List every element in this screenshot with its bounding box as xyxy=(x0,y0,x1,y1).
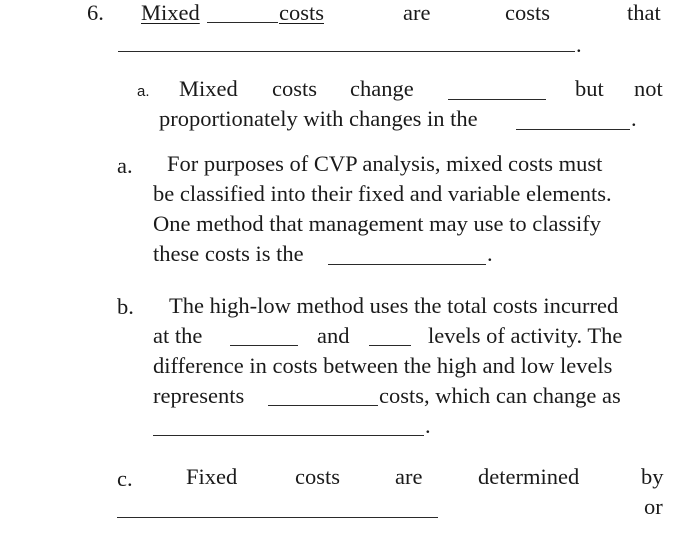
q6-word-costs-2: costs xyxy=(505,0,550,25)
item-c-word-are: are xyxy=(395,464,423,489)
item-b-line-4-end: costs, which can change as xyxy=(379,383,621,408)
sub-a-word-but: but xyxy=(575,76,604,101)
question-number: 6. xyxy=(87,0,104,25)
q6-word-mixed: Mixed xyxy=(141,0,200,25)
sub-a-word-mixed: Mixed xyxy=(179,76,238,101)
sub-a-blank-2[interactable] xyxy=(516,129,630,130)
item-c-blank[interactable] xyxy=(117,517,438,518)
q6-word-costs: costs xyxy=(279,0,324,25)
item-b-blank-low[interactable] xyxy=(369,345,411,346)
sub-a-label: a. xyxy=(137,83,150,100)
item-b-blank-change[interactable] xyxy=(153,435,424,436)
q6-inline-blank[interactable] xyxy=(207,22,278,23)
item-b-period: . xyxy=(425,413,431,438)
sub-a-period: . xyxy=(631,106,637,131)
q6-word-are: are xyxy=(403,0,431,25)
item-a-line-1: For purposes of CVP analysis, mixed costs must xyxy=(167,151,603,176)
item-b-word-represents: represents xyxy=(153,383,245,408)
q6-period: . xyxy=(576,32,582,57)
item-b-line-2-end: levels of activity. The xyxy=(428,323,623,348)
item-c-word-determined: determined xyxy=(478,464,580,489)
sub-a-line-2: proportionately with changes in the xyxy=(159,106,478,131)
item-c-label: c. xyxy=(117,466,133,491)
sub-a-word-costs: costs xyxy=(272,76,317,101)
item-c-word-fixed: Fixed xyxy=(186,464,238,489)
sub-a-word-not: not xyxy=(634,76,663,101)
q6-answer-blank[interactable] xyxy=(118,51,575,52)
item-b-label: b. xyxy=(117,294,134,319)
item-a-period: . xyxy=(487,241,493,266)
q6-word-that: that xyxy=(627,0,661,25)
item-a-line-2: be classified into their fixed and variable elements. xyxy=(153,181,612,206)
item-b-word-and: and xyxy=(317,323,350,348)
item-b-line-3: difference in costs between the high and low levels xyxy=(153,353,613,378)
item-a-line-4: these costs is the xyxy=(153,241,304,266)
item-a-line-3: One method that management may use to classify xyxy=(153,211,602,236)
item-b-blank-high[interactable] xyxy=(230,345,298,346)
item-a-label: a. xyxy=(117,153,133,178)
item-b-blank-costs[interactable] xyxy=(268,405,378,406)
sub-a-blank-1[interactable] xyxy=(448,99,546,100)
item-b-word-at-the: at the xyxy=(153,323,203,348)
item-c-word-or: or xyxy=(644,494,663,519)
item-a-blank[interactable] xyxy=(328,264,486,265)
item-c-word-by: by xyxy=(641,464,664,489)
sub-a-word-change: change xyxy=(350,76,414,101)
item-c-word-costs: costs xyxy=(295,464,340,489)
item-b-line-1: The high-low method uses the total costs incurred xyxy=(169,293,619,318)
